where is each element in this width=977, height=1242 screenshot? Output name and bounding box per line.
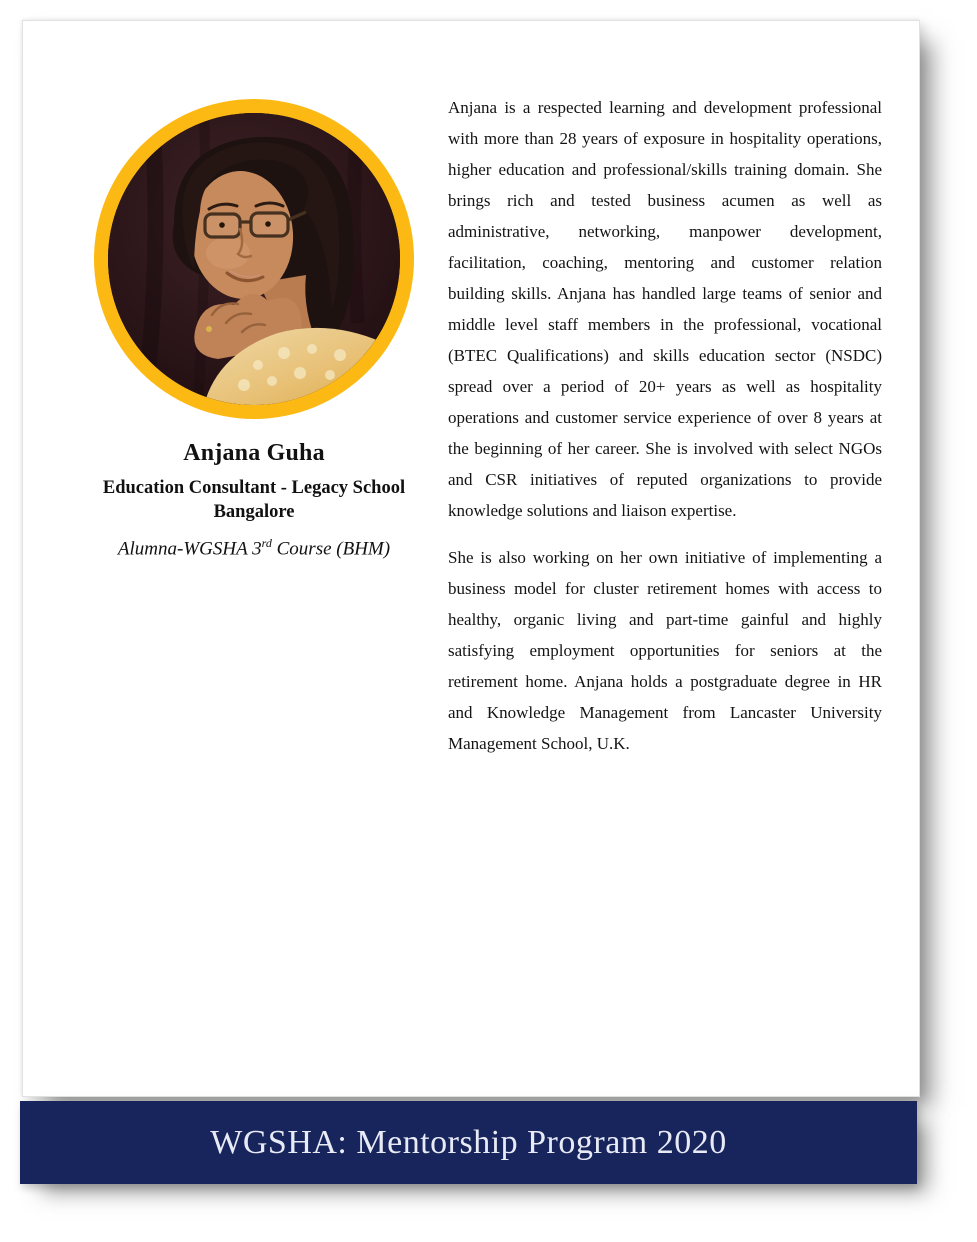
footer-banner-text: WGSHA: Mentorship Program 2020 [210,1123,727,1161]
alumna-text: Alumna-WGSHA 3 [117,538,262,560]
profile-name: Anjana Guha [183,440,325,466]
profile-title: Education Consultant - Legacy School Bangalore [102,478,406,522]
profile-sheet [22,20,920,1097]
alumna-text-suffix: Course (BHM) [271,538,391,560]
profile-photo [108,113,400,405]
bio-paragraph-1: Anjana is a respected learning and development professional with more than 28 years of exposure in hospitality operations, higher education and professional/skills training domain. She brings rich and tested business acumen as well as administrative, networking, manpower development, facilitation, coaching, mentoring and customer relation building skills. Anjana has handled large teams of senior and middle level staff members in the professional, vocational (BTEC Qualifications) and skills education sector (NSDC) spread over a period of 20+ years as well as hospitality operations and customer service experience of over 8 years at the beginning of her career. She is involved with select NGOs and CSR initiatives of reputed organizations to provide knowledge solutions and liaison expertise. [448,98,882,520]
footer-banner [20,1101,917,1184]
alumna-ordinal-suffix: rd [261,536,272,550]
bio-text-column [448,92,882,759]
profile-identity-column [63,99,445,560]
photo-yellow-ring [94,99,414,419]
bio-paragraph-2: She is also working on her own initiative of implementing a business model for cluster retirement homes with access to healthy, organic living and part-time gainful and highly satisfying employment opportunities for seniors at the retirement home. Anjana holds a postgraduate degree in HR and Knowledge Management from Lancaster University Management School, U.K. [448,548,882,753]
profile-alumna-line [118,536,390,560]
portrait-illustration [108,113,400,405]
